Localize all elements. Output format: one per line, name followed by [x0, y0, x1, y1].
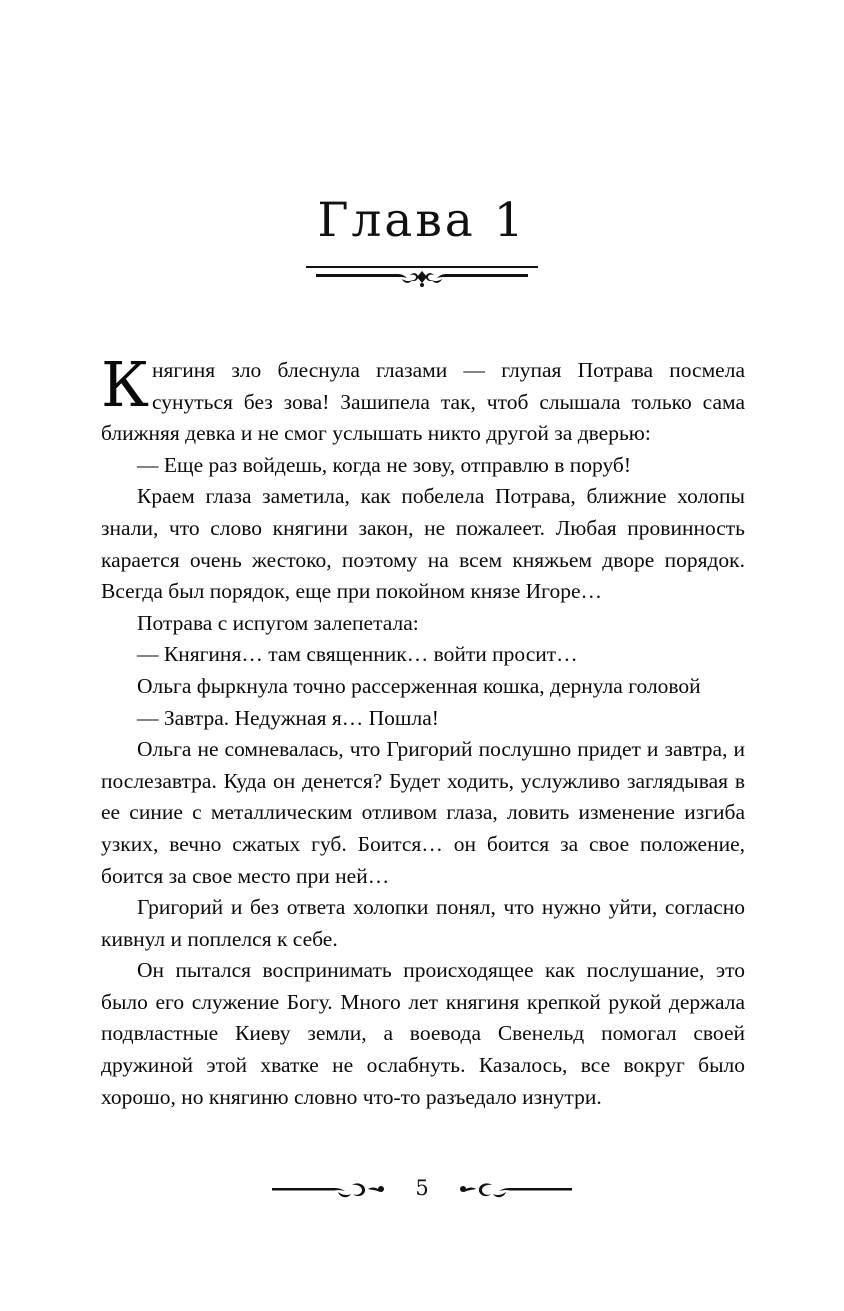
paragraph: — Еще раз войдешь, когда не зову, отправлю в поруб! — [137, 452, 632, 477]
drop-cap: К — [101, 348, 149, 421]
paragraph: Краем глаза заметила, как побелела Потрава, ближние холопы знали, что слово княгини закон, не пожалеет. Любая провинность карается очень жестоко, поэтому на всем княжьем дворе порядок. Всегда был порядок, еще при покойном князе Игоре… — [101, 484, 745, 604]
footer-right-flourish-icon — [452, 1179, 572, 1199]
paragraph-first — [101, 348, 745, 450]
paragraph: Григорий и без ответа холопки понял, что нужно уйти, согласно кивнул и поплелся к себе. — [101, 895, 745, 951]
paragraph-text: нягиня зло блеснула глазами — глупая Потрава посмела сунуться без зова! Зашипела так, чтоб слышала только сама ближняя девка и не смог услышать никто другой за дверью: — [101, 358, 745, 446]
chapter-body — [101, 348, 745, 1113]
footer-ornament-group — [272, 1175, 572, 1205]
flourish-ornament-icon — [306, 267, 538, 289]
paragraph: Ольга фыркнула точно рассерженная кошка, дернула головой — [137, 673, 701, 698]
footer-left-flourish-icon — [272, 1179, 392, 1199]
paragraph: Потрава с испугом залепетала: — [137, 610, 419, 635]
chapter-divider-ornament — [306, 261, 538, 287]
paragraph: Он пытался воспринимать происходящее как послушание, это было его служение Богу. Много лет княгиня крепкой рукой держала подвластные Киеву земли, а воевода Свенельд помогал своей дружиной этой хватке не ослабнуть. Казалось, все вокруг было хорошо, но княгиню словно что-то разъедало изнутри. — [101, 958, 745, 1109]
chapter-title: Глава 1 — [317, 193, 527, 248]
page-number: 5 — [415, 1176, 429, 1200]
paragraph: — Завтра. Недужная я… Пошла! — [137, 705, 439, 730]
paragraph: Ольга не сомневалась, что Григорий послушно придет и завтра, и послезавтра. Куда он денется? Будет ходить, услужливо заглядывая в ее синие с металлическим отливом глаза, ловить изменение изгиба узких, вечно сжатых губ. Боится… он боится за свое положение, боится за свое место при ней… — [101, 737, 745, 888]
chapter-header — [0, 193, 844, 287]
paragraph: — Княгиня… там священник… войти просит… — [137, 642, 578, 667]
page-footer — [0, 1175, 844, 1211]
